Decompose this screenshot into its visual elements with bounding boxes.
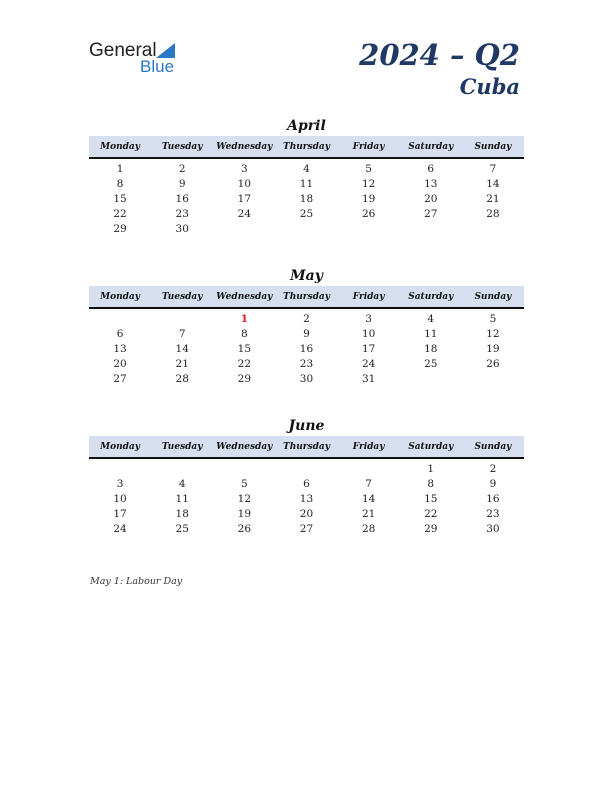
weekday-header-thursday: Thursday — [283, 141, 330, 152]
day-cell: 17 — [113, 507, 127, 520]
month-name: June — [288, 418, 325, 434]
day-cell: 2 — [489, 462, 497, 475]
weekday-header-monday: Monday — [100, 141, 140, 152]
weekday-header-row — [89, 436, 524, 459]
weekday-header-sunday: Sunday — [474, 441, 512, 452]
weekday-header-row — [89, 286, 524, 309]
day-cell: 23 — [299, 357, 314, 370]
day-cell: 7 — [489, 162, 497, 175]
weekday-header-sunday: Sunday — [474, 141, 512, 152]
day-cell: 10 — [361, 327, 376, 340]
day-cell: 18 — [299, 192, 314, 205]
day-cell: 30 — [299, 372, 314, 385]
day-cell: 25 — [175, 522, 189, 535]
day-cell: 6 — [116, 327, 124, 340]
day-cell: 29 — [424, 522, 438, 535]
weekday-header-row — [89, 136, 524, 159]
day-cell: 20 — [113, 357, 127, 370]
weekday-header-tuesday: Tuesday — [161, 291, 203, 302]
day-cell: 23 — [175, 207, 189, 220]
day-cell: 5 — [241, 477, 248, 490]
day-cell: 31 — [361, 372, 376, 385]
day-cell: 6 — [427, 162, 435, 175]
weekday-header-wednesday: Wednesday — [216, 291, 273, 302]
day-cell: 16 — [486, 492, 500, 505]
day-cell: 8 — [427, 477, 435, 490]
day-cell: 27 — [299, 522, 314, 535]
day-cell: 26 — [237, 522, 252, 535]
weekday-header-thursday: Thursday — [283, 291, 330, 302]
day-cell: 16 — [175, 192, 189, 205]
weekday-header-friday: Friday — [352, 441, 385, 452]
day-cell: 22 — [113, 207, 127, 220]
day-cell: 12 — [361, 177, 376, 190]
day-cell: 22 — [237, 357, 252, 370]
day-cell: 26 — [361, 207, 376, 220]
day-cell: 11 — [299, 177, 314, 190]
day-cell: 9 — [489, 477, 497, 490]
day-cell: 2 — [303, 312, 310, 325]
day-cell: 4 — [303, 162, 310, 175]
day-cell: 28 — [175, 372, 189, 385]
month-name: April — [287, 118, 326, 134]
day-cell: 6 — [303, 477, 310, 490]
day-cell: 9 — [178, 177, 186, 190]
country-title: Cuba — [459, 74, 520, 99]
day-cell: 14 — [175, 342, 189, 355]
week-row — [89, 371, 524, 386]
day-cell: 8 — [241, 327, 248, 340]
day-cell: 29 — [237, 372, 252, 385]
weekday-header-monday: Monday — [100, 441, 140, 452]
weekday-header-wednesday: Wednesday — [216, 141, 273, 152]
day-cell: 30 — [175, 222, 189, 235]
week-row — [89, 521, 524, 536]
day-cell: 21 — [486, 192, 500, 205]
day-cell: 1 — [427, 462, 435, 475]
day-cell: 20 — [424, 192, 438, 205]
day-cell: 26 — [486, 357, 500, 370]
week-row — [89, 341, 524, 356]
day-cell: 27 — [424, 207, 438, 220]
month-june — [89, 416, 524, 536]
day-cell: 24 — [361, 357, 376, 370]
holiday-note: May 1: Labour Day — [90, 576, 183, 587]
day-cell: 17 — [237, 192, 252, 205]
day-cell: 7 — [365, 477, 372, 490]
day-cell: 4 — [427, 312, 435, 325]
day-cell: 24 — [237, 207, 252, 220]
week-row — [89, 326, 524, 341]
day-cell: 12 — [486, 327, 500, 340]
week-row — [89, 506, 524, 521]
day-cell: 28 — [361, 522, 376, 535]
day-cell: 16 — [299, 342, 314, 355]
day-cell: 4 — [178, 477, 186, 490]
day-cell: 8 — [116, 177, 124, 190]
holiday-notes — [90, 576, 182, 587]
week-row — [89, 461, 524, 476]
day-cell: 5 — [365, 162, 372, 175]
day-cell: 28 — [486, 207, 500, 220]
weekday-header-saturday: Saturday — [408, 291, 454, 302]
week-row — [89, 311, 524, 326]
day-cell: 14 — [361, 492, 376, 505]
day-cell: 12 — [237, 492, 252, 505]
weekday-header-wednesday: Wednesday — [216, 441, 273, 452]
weekday-header-tuesday: Tuesday — [161, 141, 203, 152]
day-cell: 3 — [365, 312, 372, 325]
weekday-header-saturday: Saturday — [408, 141, 454, 152]
week-row — [89, 176, 524, 191]
day-cell: 13 — [299, 492, 314, 505]
week-row — [89, 161, 524, 176]
day-cell: 21 — [361, 507, 376, 520]
day-cell: 3 — [116, 477, 124, 490]
weekday-header-friday: Friday — [352, 141, 385, 152]
week-row — [89, 221, 524, 236]
generalblue-logo — [89, 40, 189, 76]
day-cell: 14 — [486, 177, 500, 190]
week-row — [89, 356, 524, 371]
week-row — [89, 491, 524, 506]
week-row — [89, 206, 524, 221]
day-cell: 30 — [486, 522, 500, 535]
day-cell: 13 — [424, 177, 438, 190]
day-cell: 3 — [241, 162, 248, 175]
day-cell: 18 — [175, 507, 189, 520]
day-cell: 11 — [424, 327, 438, 340]
day-cell: 1 — [116, 162, 124, 175]
day-cell: 21 — [175, 357, 189, 370]
week-row — [89, 191, 524, 206]
logo-word-blue: Blue — [140, 57, 175, 76]
day-cell: 19 — [486, 342, 500, 355]
day-cell: 25 — [299, 207, 314, 220]
logo-word-general: General — [89, 40, 157, 61]
day-cell: 27 — [113, 372, 127, 385]
weekday-header-monday: Monday — [100, 291, 140, 302]
day-cell: 18 — [424, 342, 438, 355]
weekday-header-tuesday: Tuesday — [161, 441, 203, 452]
weekday-header-sunday: Sunday — [474, 291, 512, 302]
day-cell: 15 — [113, 192, 127, 205]
page-title — [359, 36, 520, 100]
day-cell: 23 — [486, 507, 500, 520]
day-cell: 9 — [303, 327, 310, 340]
day-cell: 29 — [113, 222, 127, 235]
day-cell: 5 — [489, 312, 497, 325]
day-cell: 24 — [113, 522, 127, 535]
weekday-header-thursday: Thursday — [283, 441, 330, 452]
week-rows — [89, 459, 524, 536]
month-april — [89, 116, 524, 236]
week-row — [89, 476, 524, 491]
day-cell: 10 — [113, 492, 127, 505]
day-cell: 17 — [361, 342, 376, 355]
week-rows — [89, 159, 524, 236]
day-cell: 15 — [237, 342, 252, 355]
month-name: May — [290, 268, 323, 284]
day-cell: 19 — [361, 192, 376, 205]
day-cell: 7 — [178, 327, 186, 340]
day-cell: 25 — [424, 357, 438, 370]
day-cell: 2 — [178, 162, 186, 175]
day-cell: 19 — [237, 507, 252, 520]
day-cell: 11 — [175, 492, 189, 505]
weekday-header-saturday: Saturday — [408, 441, 454, 452]
day-cell: 10 — [237, 177, 252, 190]
month-may — [89, 266, 524, 386]
day-cell: 13 — [113, 342, 127, 355]
day-cell: 15 — [424, 492, 438, 505]
day-cell: 22 — [424, 507, 438, 520]
quarter-title: 2024 – Q2 — [359, 38, 520, 72]
weekday-header-friday: Friday — [352, 291, 385, 302]
week-rows — [89, 309, 524, 386]
day-cell: 20 — [299, 507, 314, 520]
logo-triangle-icon — [156, 43, 175, 58]
holiday-day-cell: 1 — [240, 312, 248, 325]
